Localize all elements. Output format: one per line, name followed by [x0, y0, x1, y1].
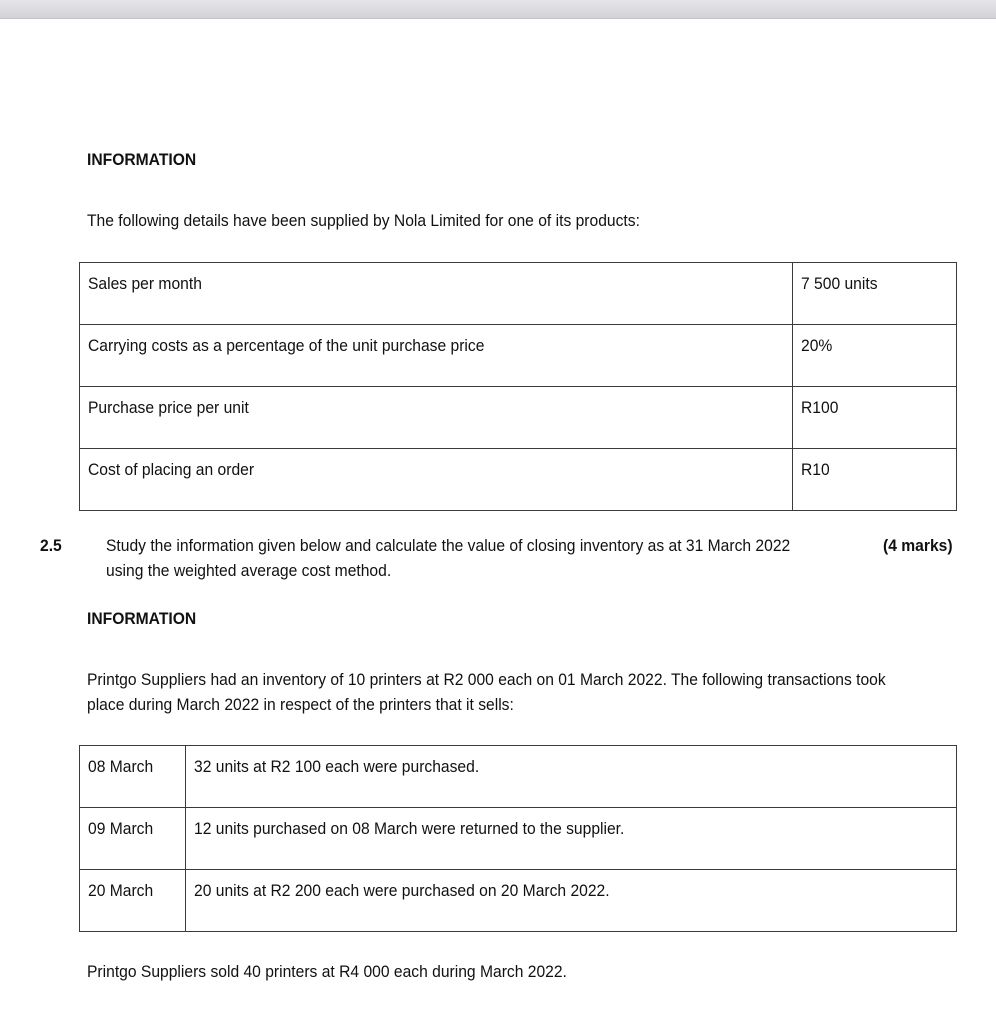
question-number: 2.5	[40, 536, 62, 555]
question-marks: (4 marks)	[883, 536, 953, 555]
info-heading-2: INFORMATION	[87, 609, 197, 628]
printgo-intro-line-1: Printgo Suppliers had an inventory of 10 printers at R2 000 each on 01 March 2022. The following transactions took	[87, 670, 886, 689]
row-label: Purchase price per unit	[80, 387, 793, 449]
row-label: Sales per month	[80, 263, 793, 325]
transactions-table	[79, 745, 957, 932]
transaction-detail: 12 units purchased on 08 March were returned to the supplier.	[186, 808, 957, 870]
table-row	[80, 387, 957, 449]
transaction-detail: 20 units at R2 200 each were purchased on 20 March 2022.	[186, 870, 957, 932]
info-heading-1: INFORMATION	[87, 150, 197, 169]
question-text-line-2: using the weighted average cost method.	[106, 561, 392, 580]
transaction-date: 09 March	[80, 808, 186, 870]
table-row	[80, 870, 957, 932]
transaction-date: 20 March	[80, 870, 186, 932]
row-value: R10	[793, 449, 957, 511]
table-row	[80, 746, 957, 808]
transaction-date: 08 March	[80, 746, 186, 808]
window-top-bar	[0, 0, 996, 19]
printgo-closing-text: Printgo Suppliers sold 40 printers at R4 000 each during March 2022.	[87, 962, 567, 981]
row-value: 20%	[793, 325, 957, 387]
row-value: 7 500 units	[793, 263, 957, 325]
nola-intro-text: The following details have been supplied by Nola Limited for one of its products:	[87, 211, 640, 230]
row-label: Cost of placing an order	[80, 449, 793, 511]
table-row	[80, 449, 957, 511]
table-row	[80, 325, 957, 387]
question-text-line-1: Study the information given below and calculate the value of closing inventory as at 31 March 2022	[106, 536, 791, 555]
printgo-intro-line-2: place during March 2022 in respect of the printers that it sells:	[87, 695, 514, 714]
nola-details-table	[79, 262, 957, 511]
table-row	[80, 263, 957, 325]
row-value: R100	[793, 387, 957, 449]
table-row	[80, 808, 957, 870]
transaction-detail: 32 units at R2 100 each were purchased.	[186, 746, 957, 808]
row-label: Carrying costs as a percentage of the unit purchase price	[80, 325, 793, 387]
